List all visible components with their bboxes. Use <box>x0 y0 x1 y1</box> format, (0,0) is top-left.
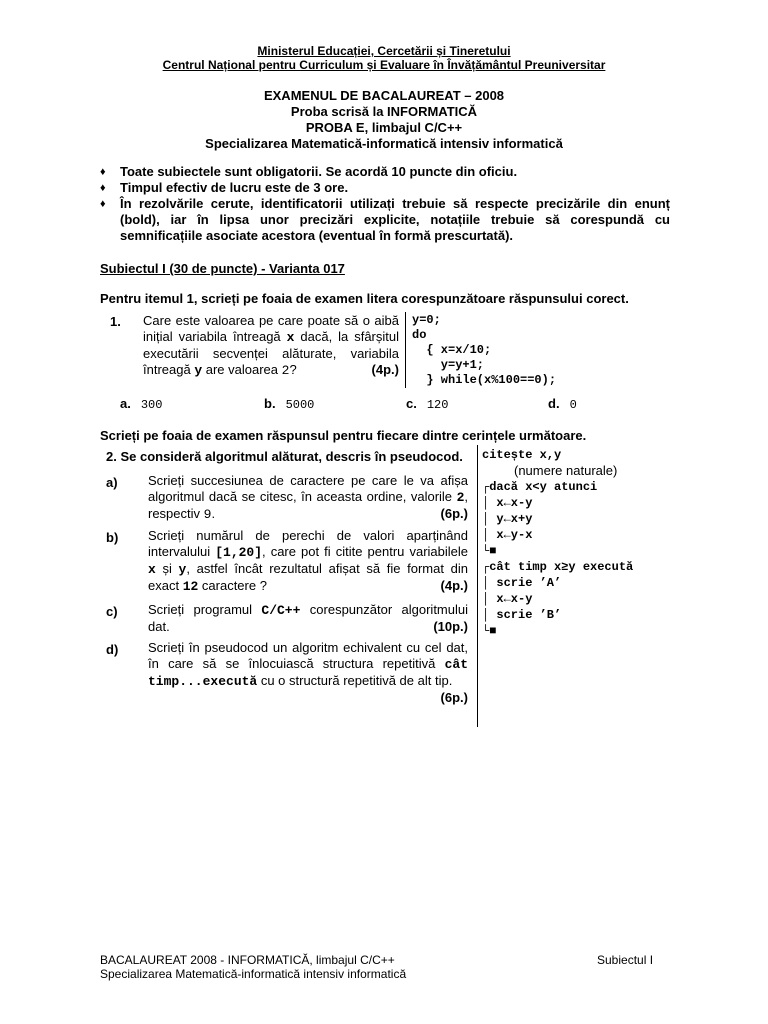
q2c-text: Scrieți programul C/C++ corespunzător algoritmului dat. (10p.) <box>148 602 468 634</box>
rules-list <box>100 164 670 244</box>
q2b-text: Scrieți numărul de perechi de valori aparținând intervalului [1,20], care pot fi citite pentru variabilele x și y, astfel încât rezultatul afișat să fie format din exact 12 caractere ? (4p.) <box>148 528 468 594</box>
item1-instruction: Pentru itemul 1, scrieți pe foaia de examen litera corespunzătoare răspunsului corect. <box>100 291 629 306</box>
footer-left-line1: BACALAUREAT 2008 - INFORMATICĂ, limbajul C/C++ <box>100 953 395 967</box>
bullet-icon: ♦ <box>100 198 106 210</box>
center-heading: Centrul Național pentru Curriculum și Evaluare în Învățământul Preuniversitar <box>162 58 606 72</box>
q2d-points: (6p.) <box>440 690 468 705</box>
q1-option-d: d. 0 <box>548 396 577 412</box>
requirements-instruction: Scrieți pe foaia de examen răspunsul pentru fiecare dintre cerințele următoare. <box>100 428 587 443</box>
q2d-text: Scrieți în pseudocod un algoritm echivalent cu cel dat, în care să se înlocuiască structura repetitivă cât timp...execută cu o structură repetitivă de alt tip. (6p.) <box>148 640 468 705</box>
q2d-label: d) <box>106 642 119 657</box>
bullet-icon: ♦ <box>100 166 106 178</box>
rule-item: ♦ În rezolvările cerute, identificatorii utilizați trebuie să respecte precizările din enunț (bold), iar în lipsa unor precizări explicite, notațiile trebuie să corespundă cu semnificațiile asociate acestora (eventual în formă prescurtată). <box>100 196 670 243</box>
q1-points: (4p.) <box>371 362 399 377</box>
footer-left-line2: Specializarea Matematică-informatică intensiv informatică <box>100 967 407 981</box>
specialization-title: Specializarea Matematică-informatică intensiv informatică <box>205 136 563 151</box>
q2-title: 2. Se consideră algoritmul alăturat, descris în pseudocod. <box>106 449 463 464</box>
footer-right: Subiectul I <box>597 953 654 967</box>
q1-divider <box>405 312 406 388</box>
q2b-points: (4p.) <box>440 578 468 593</box>
q2c-points: (10p.) <box>433 619 468 634</box>
proba-e-title: PROBA E, limbajul C/C++ <box>305 120 463 135</box>
q2a-points: (6p.) <box>440 506 468 521</box>
q1-option-c: c. 120 <box>406 396 449 412</box>
ministry-heading: Ministerul Educației, Cercetării și Tineretului <box>257 44 511 58</box>
exam-title: EXAMENUL DE BACALAUREAT – 2008 <box>263 88 505 103</box>
rule-item: ♦ Timpul efectiv de lucru este de 3 ore. <box>100 180 349 195</box>
q2-divider <box>477 445 478 727</box>
q1-text: Care este valoarea pe care poate să o aibă inițial variabila întreagă x dacă, la sfârșitul executării secvenței alăturate, variabila întreagă y are valoarea 2? (4p.) <box>143 313 399 378</box>
q2a-text: Scrieți succesiunea de caractere pe care le va afișa algoritmul dacă se citesc, în aceasta ordine, valorile 2, respectiv 9. (6p.) <box>148 473 468 522</box>
bullet-icon: ♦ <box>100 182 106 194</box>
q1-option-a: a. 300 <box>120 396 163 412</box>
q2-pseudocode: citește x,y (numere naturale) ┌dacă x<y atunci │ x←x-y │ y←x+y │ x←y-x └■ ┌cât timp x≥y execută │ scrie ’A’ │ x←x-y │ scrie ’B’ └■ <box>482 448 634 638</box>
q2b-label: b) <box>106 530 119 545</box>
proba-title: Proba scrisă la INFORMATICĂ <box>290 104 478 119</box>
q1-number: 1. <box>110 314 121 329</box>
q1-option-b: b. 5000 <box>264 396 315 412</box>
subject-title: Subiectul I (30 de puncte) - Varianta 017 <box>100 261 345 276</box>
q2a-label: a) <box>106 475 118 490</box>
q2c-label: c) <box>106 604 118 619</box>
rule-item: ♦ Toate subiectele sunt obligatorii. Se acordă 10 puncte din oficiu. <box>100 164 518 179</box>
q1-code: y=0; do { x=x/10; y=y+1; } while(x%100==0); <box>412 313 557 387</box>
